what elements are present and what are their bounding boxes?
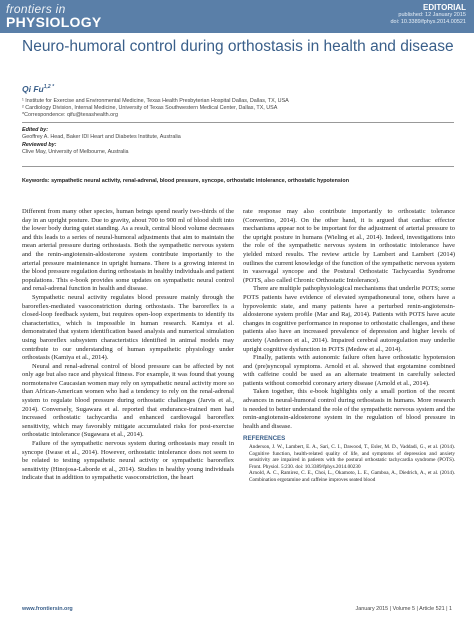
right-column	[243, 208, 455, 484]
references-heading: REFERENCES	[243, 435, 286, 443]
paragraph: Sympathetic neural activity regulates blood pressure mainly through the baroreflex-mediated vasoconstriction during orthostasis. The baroreflex is a closed-loop feedback system, but requires open-loop experiments to identify its characteristics, which is impossible in human research. Kamiya et al. demonstrated that system identification based analysis and numerical simulation using baroreflex subsystem characteristics identified in animal models may contribute to our understanding of human sympathetic physiology under orthostasis (Kamiya et al., 2014).	[22, 293, 234, 362]
footer-info: January 2015 | Volume 5 | Article 521 | 1	[355, 606, 452, 612]
paragraph: Failure of the sympathetic nervous system during orthostasis may result in syncope (Iwase et al., 2014). However, orthostatic intolerance does not seem to be related to testing sympathetic neural activity or sympathetic baroreflex sensitivity (Hinojosa-Laborde et al., 2014). Studies in healthy young individuals indicate that in addition to sympathetic vasoconstriction, the heart	[22, 440, 234, 482]
reviewed-by-label: Reviewed by:	[22, 142, 57, 148]
keywords	[22, 178, 462, 184]
journal-header-bar	[0, 0, 474, 33]
logo-line-1: frontiers in	[6, 2, 66, 16]
doi[interactable]: doi: 10.3389/fphys.2014.00521	[390, 18, 466, 25]
page-footer	[22, 606, 452, 612]
divider	[22, 166, 454, 167]
reference-item[interactable]: Arnold, A. C., Ramirez, C. E., Choi, L., Okamoto, L. E., Gamboa, A., Diedrich, A., et al. (2014). Combination ergotamine and caffeine improves seated blood	[249, 470, 455, 483]
article-meta	[390, 3, 466, 25]
affiliation-2: ² Cardiology Division, Internal Medicine, University of Texas Southwestern Medical Center, Dallas, TX, USA	[22, 105, 278, 111]
keywords-value: sympathetic neural activity, renal-adrenal, blood pressure, syncope, orthostatic intolerance, orthostatic hypotension	[51, 178, 350, 184]
correspondence[interactable]: *Correspondence: qifu@texashealth.org	[22, 112, 118, 118]
left-column	[22, 208, 234, 483]
paragraph: There are multiple pathophysiological mechanisms that underlie POTS; some POTS patients have evidence of elevated sympathoneural tone, others have a hypovolemic state, and many patients have a perturbed renin-angiotensin-aldosterone system profile (Mar and Raj, 2014). Patients with POTS have acute changes in cognitive performance in response to orthostatic challenges, and these patients also have an increased prevalence of depression and higher levels of anxiety (Anderson et al., 2014). Impaired cerebral autoregulation may underlie upright cognitive dysfunction in POTS (Medow et al., 2014).	[243, 285, 455, 353]
reference-item[interactable]: Anderson, J. W., Lambert, E. A., Sari, C. I., Dawood, T., Esler, M. D., Vaddadi, G., et al. (2014). Cognitive function, health-related quality of life, and symptoms of depression and anxiety sensitivity are impaired in patients with the postural orthostatic tachycardia syndrome (POTS). Front. Physiol. 5:230. doi: 10.3389/fphys.2014.00230	[249, 444, 455, 470]
author[interactable]	[22, 84, 54, 94]
edited-by-value: Geoffrey A. Head, Baker IDI Heart and Diabetes Institute, Australia	[22, 134, 181, 140]
author-name: Qi Fu	[22, 84, 44, 94]
article-type: EDITORIAL	[423, 3, 466, 12]
published-date: published: 12 January 2015	[398, 12, 466, 18]
edited-by-label: Edited by:	[22, 127, 49, 133]
paragraph: Finally, patients with autonomic failure often have orthostatic hypotension and (pre)syncopal symptoms. Arnold et al. showed that ergotamine combined with caffeine could be used as an alternate treatment in carefully selected patients without comorbid coronary artery disease (Arnold et al., 2014).	[243, 354, 455, 387]
article-title: Neuro-humoral control during orthostasis in health and disease	[22, 38, 454, 55]
affiliation-1: ¹ Institute for Exercise and Environmental Medicine, Texas Health Presbyterian Hospital Dallas, Dallas, TX, USA	[22, 98, 289, 104]
paragraph: Neural and renal-adrenal control of blood pressure can be affected by not only age but also race and physical fitness. For example, it was found that young normotensive Caucasian women may rely on sympathetic neural activity more so than African-American women who had a tendency to rely on the renal-adrenal system to regulate blood pressure during orthostatic challenges (Jarvis et al., 2014). Conversely, Sugawara et al. reported that endurance-trained men had increased orthostatic tachycardia and enhanced cardiovagal baroreflex sensitivity, which may favorably mitigate accumulated risks for post-exercise orthostatic intolerance (Sugawara et al., 2014).	[22, 362, 234, 439]
divider	[22, 122, 454, 123]
keywords-label: Keywords:	[22, 178, 50, 184]
paragraph: Taken together, this e-book highlights only a small portion of the recent advances in neural-humoral control during orthostasis in humans. More research is needed to better understand the role of the sympathetic nervous system and the renin-angiotensin-aldosterone system in the regulation of blood pressure in health and disease.	[243, 388, 455, 430]
footer-site-link[interactable]: www.frontiersin.org	[22, 606, 73, 612]
author-sup: 1,2 *	[43, 84, 55, 91]
paragraph: Different from many other species, human beings spend nearly two-thirds of the day in an upright posture. Due to gravity, about 700 to 900 ml of blood shift into the lower body during quiet standing. As a result, central blood volume decreases and this leads to a series of neural-humoral adjustments that aim to maintain the mean arterial pressure during orthostasis. Both the sympathetic nervous system and the renin-angiotensin-aldosterone system contribute importantly to the arterial pressure maintenance in upright humans. There is a growing interest in the blood pressure regulation during orthostasis in healthy individuals and patient populations. This e-book provides some updates on sympathetic neural control and renal-adrenal function in health and disease.	[22, 208, 234, 293]
reviewed-by-value: Clive May, University of Melbourne, Australia	[22, 149, 129, 155]
logo-line-2: PHYSIOLOGY	[6, 14, 102, 30]
paragraph: rate response may also contribute importantly to orthostatic tolerance (Convertino, 2014). On the other hand, it is argued that cardiac effector mechanisms appear not to be important for the adjustment of arterial pressure to the upright posture in humans (Wieling et al., 2014). Indeed, investigations into the role of the sympathetic nervous system in orthostatic intolerance have yielded mixed results. The review article by Lambert and Lambert (2014) outlines the current knowledge of the function of the sympathetic nervous system in vasovagal syncope and the Postural Orthostatic Tachycardia Syndrome (POTS, also called Chronic Orthostatic Intolerance).	[243, 208, 455, 284]
journal-logo[interactable]	[6, 3, 102, 29]
